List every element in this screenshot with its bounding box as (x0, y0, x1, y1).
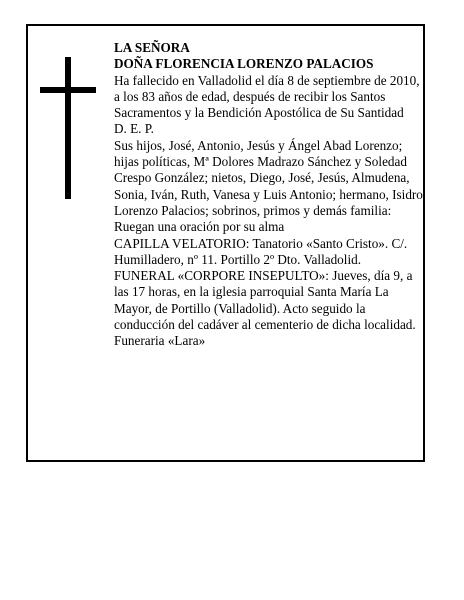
chapel-info: CAPILLA VELATORIO: Tanatorio «Santo Cristo». C/. Humilladero, nº 11. Portillo 2º Dto. Valladolid. (114, 235, 408, 267)
funeral-home: Funeraria «Lara» (114, 333, 206, 349)
funeral-info: FUNERAL «CORPORE INSEPULTO»: Jueves, día 9, a las 17 horas, en la iglesia parroquial Santa María La Mayor, de Portillo (Valladolid). Acto seguido la conducción del cadáver al cementerio de dicha localidad. (114, 268, 416, 333)
notice-text (114, 40, 426, 350)
death-announcement: Ha fallecido en Valladolid el día 8 de septiembre de 2010, a los 83 años de edad, después de recibir los Santos Sacramentos y la Bendición Apostólica de Su Santidad (114, 72, 420, 121)
cross-horizontal-bar (40, 87, 96, 93)
obituary-notice (26, 24, 425, 462)
notice-title: LA SEÑORA (114, 40, 190, 55)
rest-in-peace: D. E. P. (114, 121, 154, 137)
cross-icon (40, 57, 96, 199)
family-list: Sus hijos, José, Antonio, Jesús y Ángel Abad Lorenzo; hijas políticas, Mª Dolores Madrazo Sánchez y Soledad Crespo González; nietos, Diego, José, Jesús, Almudena, Sonia, Iván, Ruth, Vanesa y Luis Antonio; hermano, Isidro Lorenzo Palacios; sobrinos, primos y demás familia: (114, 137, 423, 218)
deceased-name: DOÑA FLORENCIA LORENZO PALACIOS (114, 56, 374, 72)
prayer-request: Ruegan una oración por su alma (114, 219, 285, 235)
cross-vertical-bar (65, 57, 71, 199)
